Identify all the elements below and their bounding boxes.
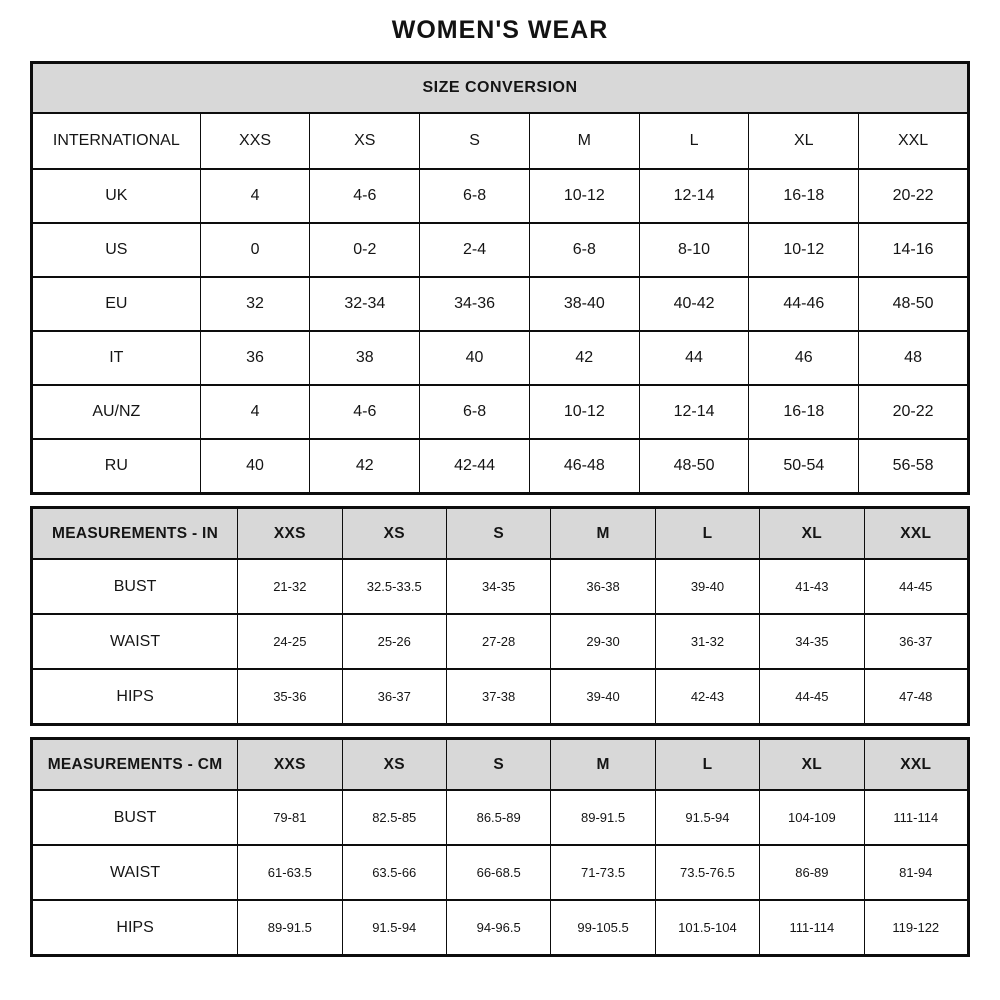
cell-value: 14-16 — [859, 223, 969, 277]
cell-value: 81-94 — [864, 845, 968, 900]
cell-value: 20-22 — [859, 169, 969, 223]
size-column-header: XL — [760, 739, 864, 791]
cell-value: 34-36 — [420, 277, 530, 331]
cell-value: 40 — [200, 439, 310, 494]
cell-value: 35-36 — [238, 669, 342, 725]
cell-value: 47-48 — [864, 669, 968, 725]
corner-header: INTERNATIONAL — [32, 113, 201, 169]
cell-value: 44-45 — [864, 559, 968, 614]
cell-value: 27-28 — [446, 614, 550, 669]
cell-value: 44-45 — [760, 669, 864, 725]
size-column-header: L — [655, 508, 759, 560]
cell-value: 39-40 — [655, 559, 759, 614]
cell-value: 29-30 — [551, 614, 655, 669]
size-column-header: XXS — [238, 508, 342, 560]
size-column-header: XXL — [859, 113, 969, 169]
cell-value: 99-105.5 — [551, 900, 655, 956]
row-label: WAIST — [32, 614, 238, 669]
row-label: IT — [32, 331, 201, 385]
row-label: US — [32, 223, 201, 277]
size-chart-page — [30, 0, 970, 957]
size-column-header: M — [551, 739, 655, 791]
cell-value: 42-44 — [420, 439, 530, 494]
cell-value: 4 — [200, 169, 310, 223]
table-row — [32, 277, 969, 331]
cell-value: 42 — [310, 439, 420, 494]
cell-value: 4-6 — [310, 169, 420, 223]
cell-value: 25-26 — [342, 614, 446, 669]
size-column-header: XXL — [864, 739, 968, 791]
cell-value: 36-37 — [342, 669, 446, 725]
cell-value: 104-109 — [760, 790, 864, 845]
cell-value: 91.5-94 — [342, 900, 446, 956]
size-column-header: XL — [760, 508, 864, 560]
size-column-header: XXL — [864, 508, 968, 560]
cell-value: 63.5-66 — [342, 845, 446, 900]
corner-header: MEASUREMENTS - IN — [32, 508, 238, 560]
cell-value: 41-43 — [760, 559, 864, 614]
table-row — [32, 900, 969, 956]
size-column-header: XXS — [238, 739, 342, 791]
row-label: RU — [32, 439, 201, 494]
cell-value: 4 — [200, 385, 310, 439]
cell-value: 37-38 — [446, 669, 550, 725]
row-label: AU/NZ — [32, 385, 201, 439]
cell-value: 6-8 — [420, 385, 530, 439]
cell-value: 2-4 — [420, 223, 530, 277]
row-label: BUST — [32, 790, 238, 845]
cell-value: 48-50 — [859, 277, 969, 331]
cell-value: 0-2 — [310, 223, 420, 277]
size-column-header: S — [420, 113, 530, 169]
row-label: HIPS — [32, 900, 238, 956]
row-label: UK — [32, 169, 201, 223]
cell-value: 32 — [200, 277, 310, 331]
table-row — [32, 669, 969, 725]
size-column-header: S — [446, 739, 550, 791]
row-label: WAIST — [32, 845, 238, 900]
cell-value: 111-114 — [760, 900, 864, 956]
cell-value: 119-122 — [864, 900, 968, 956]
row-label: BUST — [32, 559, 238, 614]
table-row — [32, 169, 969, 223]
size-column-header: XS — [342, 508, 446, 560]
cell-value: 16-18 — [749, 169, 859, 223]
cell-value: 36-38 — [551, 559, 655, 614]
size-conversion-table — [30, 61, 970, 495]
cell-value: 32.5-33.5 — [342, 559, 446, 614]
cell-value: 71-73.5 — [551, 845, 655, 900]
cell-value: 10-12 — [749, 223, 859, 277]
size-column-header: XXS — [200, 113, 310, 169]
cell-value: 61-63.5 — [238, 845, 342, 900]
cell-value: 44-46 — [749, 277, 859, 331]
cell-value: 86.5-89 — [446, 790, 550, 845]
cell-value: 20-22 — [859, 385, 969, 439]
cell-value: 42-43 — [655, 669, 759, 725]
cell-value: 40 — [420, 331, 530, 385]
column-header-row — [32, 739, 969, 791]
cell-value: 39-40 — [551, 669, 655, 725]
cell-value: 101.5-104 — [655, 900, 759, 956]
cell-value: 91.5-94 — [655, 790, 759, 845]
table-row — [32, 790, 969, 845]
page-title: WOMEN'S WEAR — [391, 16, 609, 44]
cell-value: 10-12 — [529, 385, 639, 439]
cell-value: 66-68.5 — [446, 845, 550, 900]
table-row — [32, 439, 969, 494]
cell-value: 111-114 — [864, 790, 968, 845]
cell-value: 24-25 — [238, 614, 342, 669]
size-column-header: L — [639, 113, 749, 169]
table-row — [32, 385, 969, 439]
cell-value: 86-89 — [760, 845, 864, 900]
cell-value: 6-8 — [529, 223, 639, 277]
size-column-header: XL — [749, 113, 859, 169]
cell-value: 46 — [749, 331, 859, 385]
cell-value: 36-37 — [864, 614, 968, 669]
cell-value: 89-91.5 — [238, 900, 342, 956]
table-row — [32, 614, 969, 669]
size-column-header: XS — [310, 113, 420, 169]
cell-value: 10-12 — [529, 169, 639, 223]
cell-value: 34-35 — [760, 614, 864, 669]
size-column-header: M — [529, 113, 639, 169]
cell-value: 38-40 — [529, 277, 639, 331]
cell-value: 82.5-85 — [342, 790, 446, 845]
cell-value: 16-18 — [749, 385, 859, 439]
cell-value: 79-81 — [238, 790, 342, 845]
table-row — [32, 331, 969, 385]
cell-value: 46-48 — [529, 439, 639, 494]
table-banner: SIZE CONVERSION — [32, 63, 969, 114]
cell-value: 50-54 — [749, 439, 859, 494]
cell-value: 4-6 — [310, 385, 420, 439]
cell-value: 36 — [200, 331, 310, 385]
cell-value: 12-14 — [639, 385, 749, 439]
row-label: EU — [32, 277, 201, 331]
cell-value: 48 — [859, 331, 969, 385]
size-column-header: L — [655, 739, 759, 791]
cell-value: 42 — [529, 331, 639, 385]
column-header-row — [32, 113, 969, 169]
cell-value: 48-50 — [639, 439, 749, 494]
cell-value: 38 — [310, 331, 420, 385]
measurements-in-table — [30, 506, 970, 726]
table-row — [32, 559, 969, 614]
row-label: HIPS — [32, 669, 238, 725]
cell-value: 34-35 — [446, 559, 550, 614]
cell-value: 8-10 — [639, 223, 749, 277]
cell-value: 21-32 — [238, 559, 342, 614]
table-row — [32, 223, 969, 277]
table-row — [32, 845, 969, 900]
cell-value: 56-58 — [859, 439, 969, 494]
size-column-header: XS — [342, 739, 446, 791]
table-banner-row — [32, 63, 969, 114]
cell-value: 32-34 — [310, 277, 420, 331]
cell-value: 94-96.5 — [446, 900, 550, 956]
cell-value: 73.5-76.5 — [655, 845, 759, 900]
corner-header: MEASUREMENTS - CM — [32, 739, 238, 791]
size-column-header: M — [551, 508, 655, 560]
column-header-row — [32, 508, 969, 560]
cell-value: 44 — [639, 331, 749, 385]
cell-value: 89-91.5 — [551, 790, 655, 845]
cell-value: 0 — [200, 223, 310, 277]
size-column-header: S — [446, 508, 550, 560]
cell-value: 12-14 — [639, 169, 749, 223]
cell-value: 6-8 — [420, 169, 530, 223]
measurements-cm-table — [30, 737, 970, 957]
cell-value: 40-42 — [639, 277, 749, 331]
cell-value: 31-32 — [655, 614, 759, 669]
